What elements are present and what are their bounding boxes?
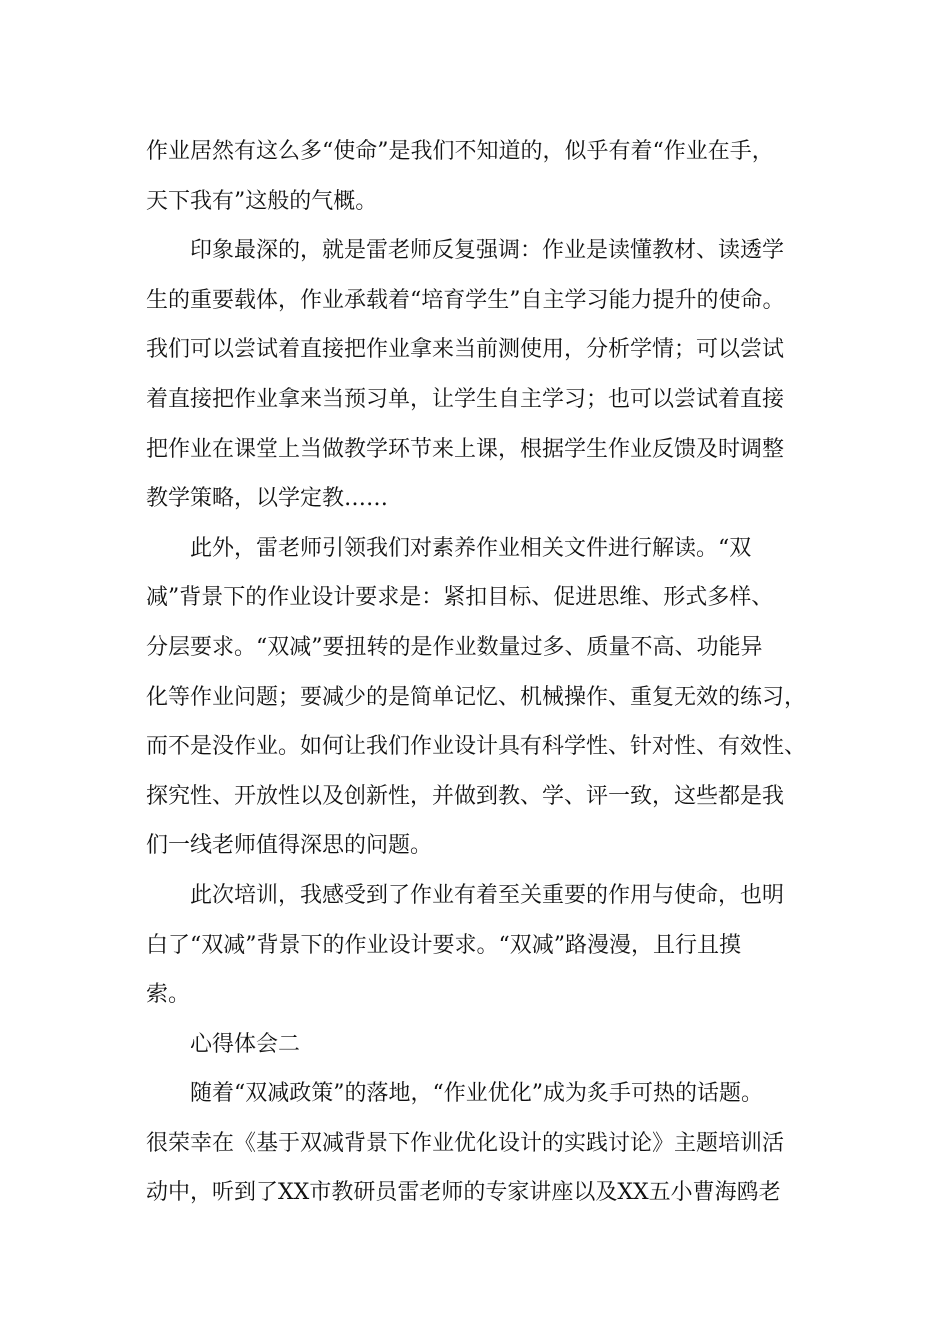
text-line: 印象最深的，就是雷老师反复强调：作业是读懂教材、读透学 bbox=[190, 238, 785, 264]
text-line: 此外，雷老师引领我们对素养作业相关文件进行解读。“双 bbox=[190, 535, 752, 561]
text-line: 白了“双减”背景下的作业设计要求。“双减”路漫漫，且行且摸 bbox=[146, 932, 741, 958]
text-line: 着直接把作业拿来当预习单，让学生自主学习；也可以尝试着直接 bbox=[146, 386, 785, 412]
text-line: 教学策略，以学定教…… bbox=[146, 486, 389, 512]
text-line: 作业居然有这么多“使命”是我们不知道的，似乎有着“作业在手， bbox=[146, 139, 774, 164]
document-body bbox=[146, 127, 826, 1218]
text-line: 我们可以尝试着直接把作业拿来当前测使用，分析学情；可以尝试 bbox=[146, 337, 785, 363]
text-line: 此次培训，我感受到了作业有着至关重要的作用与使命，也明 bbox=[190, 882, 785, 908]
text-line: 很荣幸在《基于双减背景下作业优化设计的实践讨论》主题培训活 bbox=[146, 1130, 785, 1156]
text-line: 随着“双减政策”的落地，“作业优化”成为炙手可热的话题。 bbox=[190, 1081, 763, 1107]
text-line: 生的重要载体，作业承载着“培育学生”自主学习能力提升的使命。 bbox=[146, 287, 785, 313]
section-heading: 心得体会二 bbox=[190, 1031, 301, 1057]
text-line: 把作业在课堂上当做教学环节来上课，根据学生作业反馈及时调整 bbox=[146, 436, 785, 462]
text-line: 而不是没作业。如何让我们作业设计具有科学性、针对性、有效性、 bbox=[146, 734, 807, 760]
text-line: 分层要求。“双减”要扭转的是作业数量过多、质量不高、功能异 bbox=[146, 634, 763, 660]
text-line: 们一线老师值得深思的问题。 bbox=[146, 833, 433, 859]
text-line: 动中，听到了XX市教研员雷老师的专家讲座以及XX五小曹海鸥老 bbox=[146, 1180, 781, 1206]
text-line: 减”背景下的作业设计要求是：紧扣目标、促进思维、形式多样、 bbox=[146, 585, 774, 611]
text-line: 索。 bbox=[146, 982, 191, 1008]
text-line: 天下我有”这般的气概。 bbox=[146, 188, 378, 214]
text-line: 探究性、开放性以及创新性，并做到教、学、评一致，这些都是我 bbox=[146, 783, 785, 809]
text-line: 化等作业问题；要减少的是简单记忆、机械操作、重复无效的练习， bbox=[146, 684, 807, 710]
